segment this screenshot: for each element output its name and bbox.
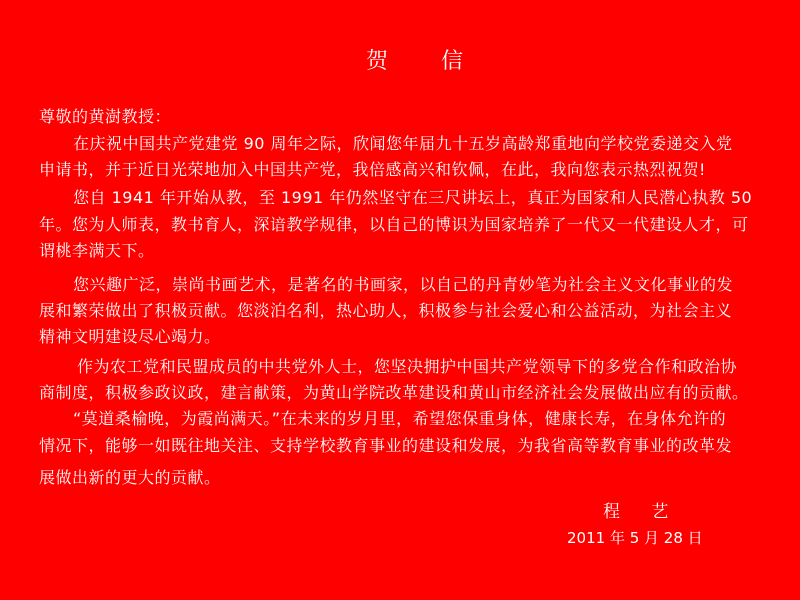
- paragraph-5-line-3: 展做出新的更大的贡献。: [39, 468, 221, 487]
- paragraph-5-line-1: “莫道桑榆晚，为霞尚满天。”在未来的岁月里，希望您保重身体，健康长寿，在身体允许的: [73, 409, 727, 428]
- paragraph-2-line-2: 年。您为人师表，教书育人，深谙教学规律，以自己的博识为国家培养了一代又一代建设人才，可: [39, 215, 749, 234]
- paragraph-3-line-2: 展和繁荣做出了积极贡献。您淡泊名利，热心助人，积极参与社会爱心和公益活动，为社会主义: [39, 301, 733, 320]
- signature: 程 艺: [603, 502, 669, 522]
- paragraph-2-line-1: 您自 1941 年开始从教，至 1991 年仍然坚守在三尺讲坛上，真正为国家和人民潜心执教 50: [73, 188, 753, 207]
- paragraph-2-line-3: 谓桃李满天下。: [39, 241, 155, 260]
- paragraph-1-line-1: 在庆祝中国共产党建党 90 周年之际，欣闻您年届九十五岁高龄郑重地向学校党委递交入党: [73, 134, 733, 153]
- paragraph-3-line-1: 您兴趣广泛，崇尚书画艺术，是著名的书画家，以自己的丹青妙笔为社会主义文化事业的发: [73, 275, 734, 294]
- paragraph-5-line-2: 情况下，能够一如既往地关注、支持学校教育事业的建设和发展，为我省高等教育事业的改革发: [39, 436, 733, 455]
- paragraph-1-line-2: 申请书，并于近日光荣地加入中国共产党，我倍感高兴和钦佩，在此，我向您表示热烈祝贺!: [39, 160, 706, 179]
- paragraph-4-line-1: 作为农工党和民盟成员的中共党外人士，您坚决拥护中国共产党领导下的多党合作和政治协: [77, 357, 738, 376]
- salutation: 尊敬的黄澍教授：: [39, 107, 172, 126]
- paragraph-4-line-2: 商制度，积极参政议政，建言献策，为黄山学院改革建设和黄山市经济社会发展做出应有的贡献。: [39, 383, 749, 402]
- letter-title: 贺 信: [366, 49, 463, 74]
- letter-date: 2011 年 5 月 28 日: [567, 529, 703, 547]
- paragraph-3-line-3: 精神文明建设尽心竭力。: [39, 327, 221, 346]
